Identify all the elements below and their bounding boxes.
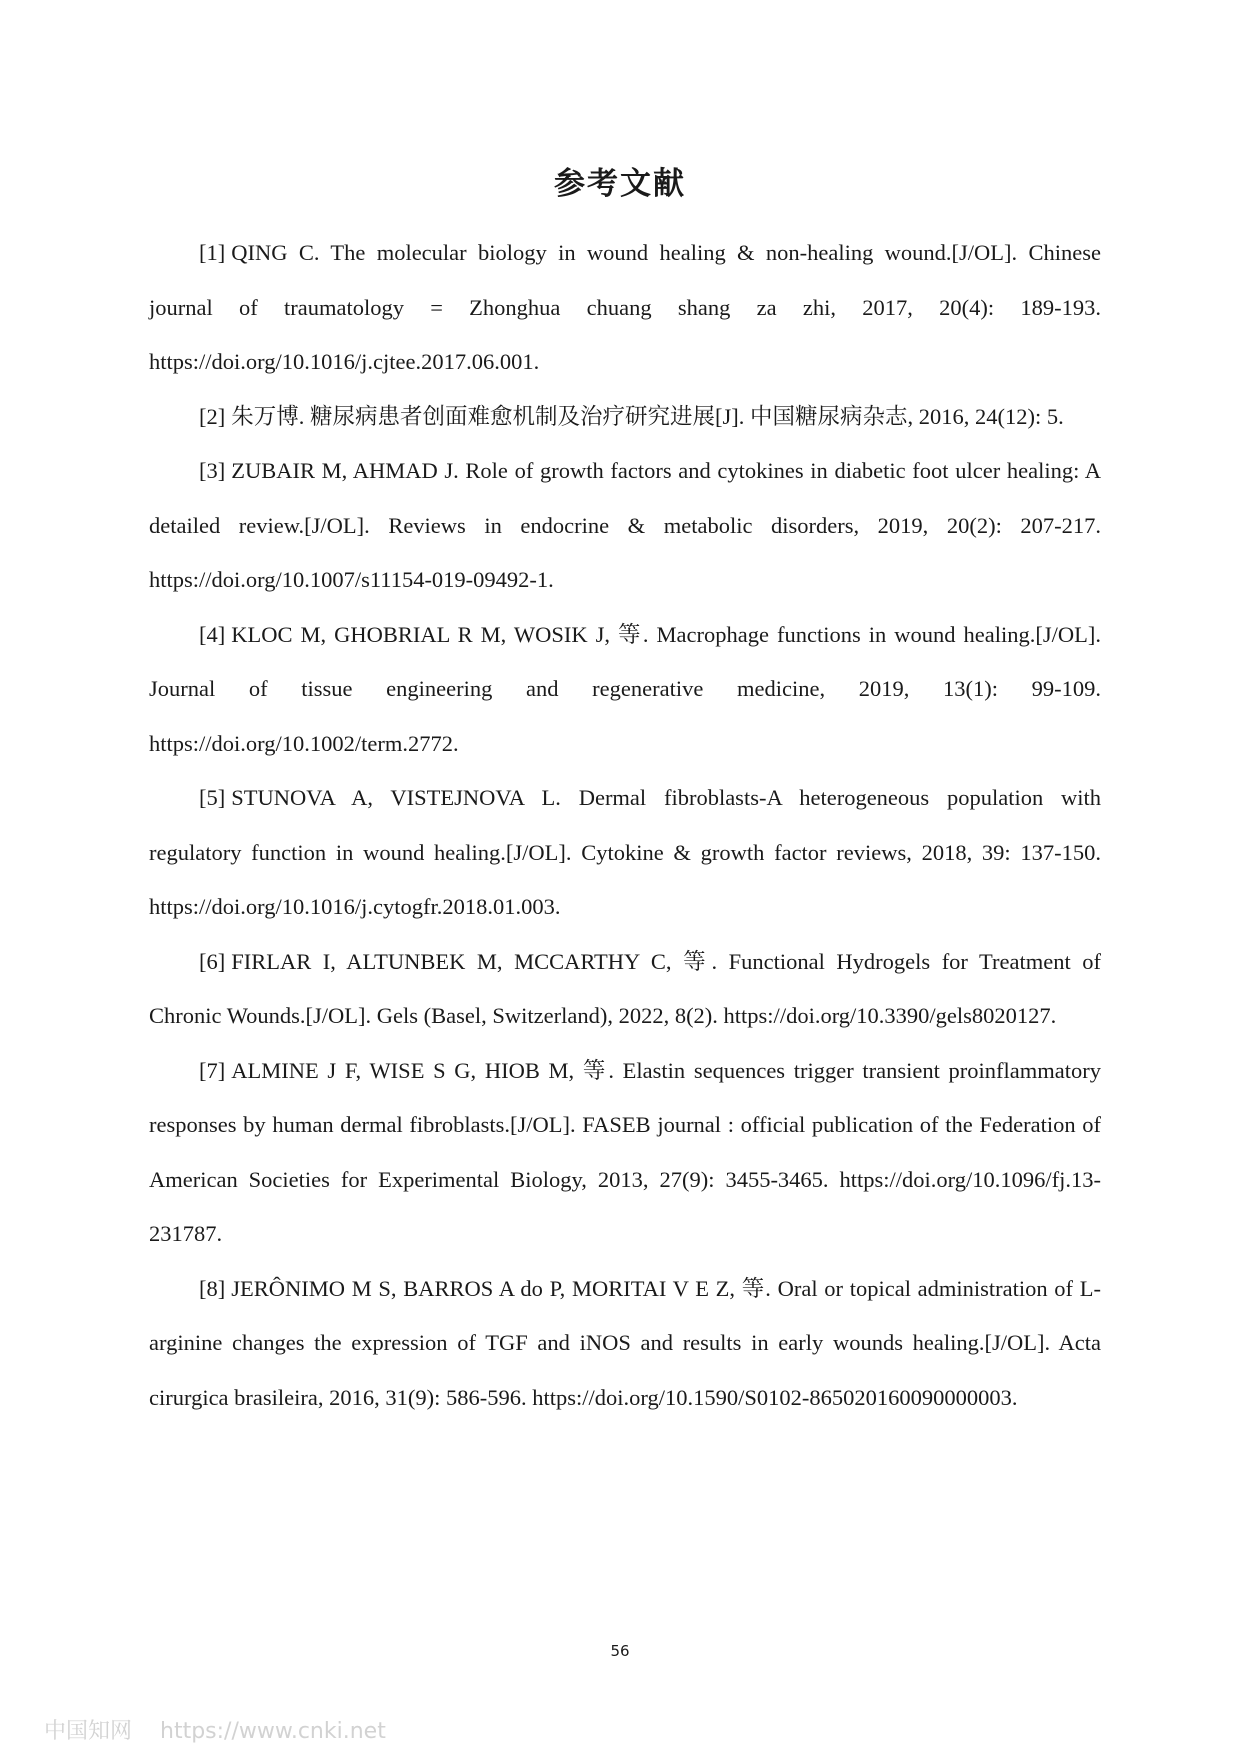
watermark-url: https://www.cnki.net (160, 1719, 386, 1744)
reference-number: [3] (199, 458, 226, 483)
reference-number: [1] (199, 240, 226, 265)
reference-item (149, 1262, 1101, 1426)
watermark (44, 1714, 386, 1745)
reference-list (149, 226, 1101, 1425)
page-number: 56 (610, 1642, 630, 1660)
reference-number: [2] (199, 403, 226, 429)
watermark-brand: 中国知网 (44, 1719, 133, 1744)
reference-item (149, 444, 1101, 608)
reference-text: ALMINE J F, WISE S G, HIOB M, 等. Elastin sequences trigger transient proinflammatory responses by human dermal fibroblasts.[J/OL]. FASEB journal : official publication of the Federation of American Societies for Experimental Biology, 2013, 27(9): 3455-3465. https://doi.org/10.1096/fj.13-231787. (149, 1057, 1101, 1246)
reference-item (149, 771, 1101, 935)
reference-text: 朱万博. 糖尿病患者创面难愈机制及治疗研究进展[J]. 中国糖尿病杂志, 2016, 24(12): 5. (231, 403, 1064, 429)
reference-number: [5] (199, 785, 226, 810)
reference-number: [8] (199, 1275, 226, 1301)
reference-item (149, 935, 1101, 1044)
reference-item (149, 226, 1101, 390)
reference-number: [4] (199, 621, 226, 647)
reference-number: [7] (199, 1057, 226, 1083)
reference-item (149, 608, 1101, 772)
reference-text: JERÔNIMO M S, BARROS A do P, MORITAI V E Z, 等. Oral or topical administration of L-arginine changes the expression of TGF and iNOS and results in early wounds healing.[J/OL]. Acta cirurgica brasileira, 2016, 31(9): 586-596. https://doi.org/10.1590/S0102-865020160090000003. (149, 1275, 1101, 1410)
reference-item (149, 1044, 1101, 1262)
reference-text: STUNOVA A, VISTEJNOVA L. Dermal fibroblasts-A heterogeneous population with regulatory function in wound healing.[J/OL]. Cytokine & growth factor reviews, 2018, 39: 137-150. https://doi.org/10.1016/j.cytogfr.2018.01.003. (149, 785, 1101, 919)
reference-text: QING C. The molecular biology in wound healing & non-healing wound.[J/OL]. Chinese journal of traumatology = Zhonghua chuang shang za zhi, 2017, 20(4): 189-193. https://doi.org/10.1016/j.cjtee.2017.06.001. (149, 240, 1101, 374)
reference-item (149, 390, 1101, 445)
reference-text: KLOC M, GHOBRIAL R M, WOSIK J, 等. Macrophage functions in wound healing.[J/OL]. Journal of tissue engineering and regenerative medicine, 2019, 13(1): 99-109. https://doi.org/10.1002/term.2772. (149, 621, 1101, 756)
reference-number: [6] (199, 948, 226, 974)
reference-text: FIRLAR I, ALTUNBEK M, MCCARTHY C, 等. Functional Hydrogels for Treatment of Chronic Wounds.[J/OL]. Gels (Basel, Switzerland), 2022, 8(2). https://doi.org/10.3390/gels8020127. (149, 948, 1101, 1028)
page-title: 参考文献 (554, 166, 686, 202)
reference-text: ZUBAIR M, AHMAD J. Role of growth factors and cytokines in diabetic foot ulcer healing: A detailed review.[J/OL]. Reviews in endocrine & metabolic disorders, 2019, 20(2): 207-217. https://doi.org/10.1007/s11154-019-09492-1. (149, 458, 1101, 592)
